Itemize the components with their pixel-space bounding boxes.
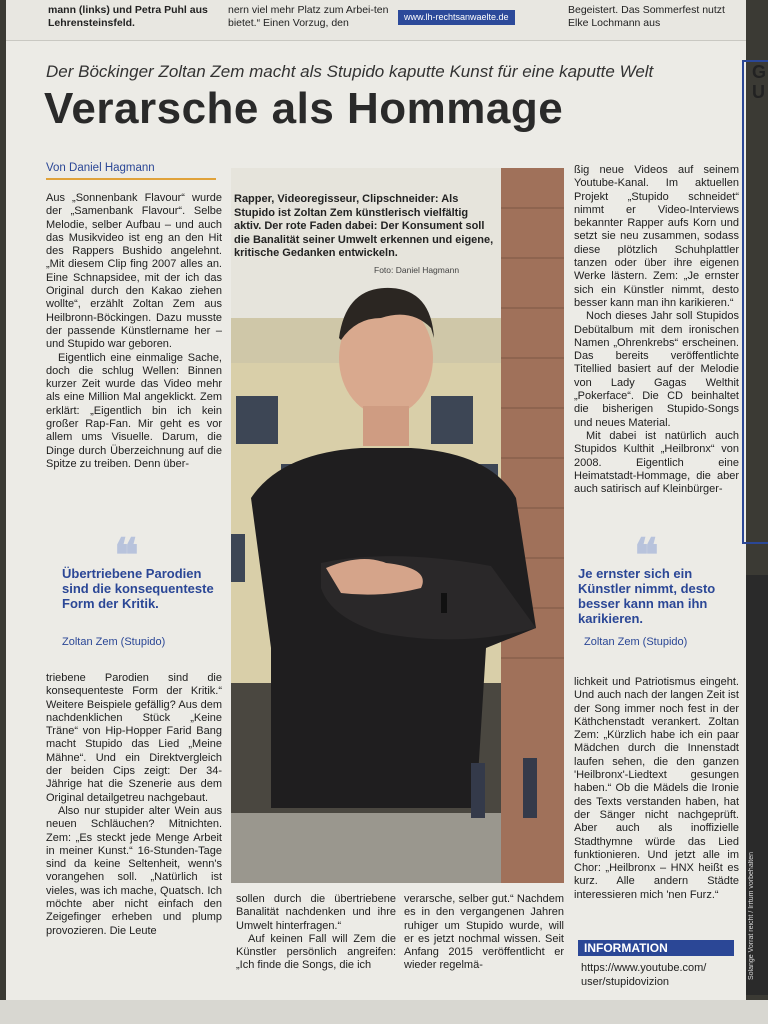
bottom-edge bbox=[0, 1000, 768, 1024]
paragraph: verarsche, selber gut.“ Nachdem es in den vergangenen Jahren ruhiger um Stupido wurde, will er es jetzt nochmal wissen. Seit Anfang 2015 veröffentlicht er wieder regelmä- bbox=[404, 893, 564, 972]
column-1-bottom bbox=[46, 672, 222, 938]
ad-url-box: www.lh-rechtsanwaelte.de bbox=[398, 10, 515, 25]
pull-quote-1-source: Zoltan Zem (Stupido) bbox=[62, 636, 166, 648]
pull-quote-1: Übertriebene Parodien sind die konsequenteste Form der Kritik. bbox=[62, 566, 214, 611]
paragraph: sollen durch die übertriebene Banalität nachdenken und ihre Umwelt hinterfragen.“ bbox=[236, 893, 396, 932]
article-kicker: Der Böckinger Zoltan Zem macht als Stupido kaputte Kunst für eine kaputte Welt bbox=[46, 62, 654, 81]
paragraph: lichkeit und Patriotismus eingeht. Und auch nach der langen Zeit ist der Song immer noch fest in der Käthchenstadt verankert. Zoltan Zem: „Kürzlich habe ich ein paar Mädchen durch die Innenstadt laufen sehen, die den ganzen 'Heilbronx'-Liedtext gesungen haben.“ Ob die Mädels die Ironie des Texts verstanden haben, hat der Sänger nicht nachgeprüft. Aber auch als inoffizielle Stadthymne würde das Lied funktionieren. Und jetzt alle im Chor: „Heilbronx – HNX heißt es kurz. Alle andern Städte interessieren mich 'nen Furz.“ bbox=[574, 676, 739, 901]
byline: Von Daniel Hagmann bbox=[46, 162, 216, 180]
column-4-top bbox=[574, 164, 739, 496]
next-article-letters: G U bbox=[752, 62, 767, 102]
pull-quote-2-source: Zoltan Zem (Stupido) bbox=[584, 636, 688, 648]
photo-caption: Rapper, Videoregisseur, Clipschneider: Als Stupido ist Zoltan Zem künstlerisch vielfältig aktiv. Der rote Faden dabei: Der Konsument soll die Banalität seiner Umwelt erkennen und eigene, kritische Gedanken entwickeln. bbox=[234, 193, 494, 259]
top-mid-text: nern viel mehr Platz zum Arbei-ten bietet.“ Einen Vorzug, den bbox=[228, 4, 389, 29]
paragraph: Eigentlich eine einmalige Sache, doch die schlug Wellen: Binnen kurzer Zeit wurde das Video mehr als eine Million Mal angeklickt. Zem erklärt: „Eigentlich bin ich kein großer Rap-Fan. Mir geht es vor allem ums Visuelle. Darum, die Dinge durch Überzeichnung auf die Spitze zu treiben. Denn über- bbox=[46, 351, 222, 470]
paragraph: Noch dieses Jahr soll Stupidos Debütalbum mit dem ironischen Namen „Ohrenkrebs“ erscheinen. Das bereits veröffentlichte Titellied basiert auf der Melodie von Lady Gagas Welthit „Pokerface“. Die CD beinhaltet die bisherigen Stupido-Songs und neues Material. bbox=[574, 310, 739, 429]
newspaper-page bbox=[6, 0, 746, 1024]
article-headline: Verarsche als Hommage bbox=[44, 84, 564, 133]
info-url: https://www.youtube.com/ user/stupidovizion bbox=[581, 962, 707, 988]
paragraph: ßig neue Videos auf seinem Youtube-Kanal. Im aktuellen Projekt „Stupido schneidet“ nimmt er Video-Interviews bekannter Rapper aufs Korn und setzt sie neu zusammen, sodass diese plötzlich Schuhplattler tanzen oder über ihre eigenen Werke lästern. Zem: „Je ernster sich ein Künstler nimmt, desto besser kann man ihn karikieren.“ bbox=[574, 164, 739, 309]
quote-mark-icon: ❝ bbox=[114, 528, 139, 582]
paragraph: Also nur stupider alter Wein aus neuen Schläuchen? Mitnichten. Zem: „Es steckt jede Menge Arbeit in meiner Kunst.“ 16-Stunden-Tage sind da keine Seltenheit, wenn's vorangehen soll. „Natürlich ist vieles, was ich mache, Quatsch. Ich möchte aber nicht einfach den Zeigefinger erheben und plump provozieren. Die Leute bbox=[46, 804, 222, 937]
paragraph: Auf keinen Fall will Zem die Künstler persönlich angreifen: „Ich finde die Songs, die ich bbox=[236, 932, 396, 972]
column-3-bottom bbox=[404, 893, 564, 973]
paragraph: triebene Parodien sind die konsequenteste Form der Kritik.“ Weitere Beispiele gefällig? Aus dem nachdenklichen Stück „Keine Träne“ von Hip-Hopper Farid Bang macht Stupido das Lied „Meine Mähne“. Und ein Direktvergleich der beiden Cips zeigt: Der 34-Jährige hat die Szenerie aus dem Original detailgetreu nachgebaut. bbox=[46, 672, 222, 804]
paragraph: Aus „Sonnenbank Flavour“ wurde der „Samenbank Flavour“. Selbe Melodie, selber Aufbau – und auch das Musikvideo ist eng an den Hit des Rappers Bushido angelehnt. „Mit diesem Clip fing 2007 alles an. Eine Schnapsidee, mit der ich das Original durch den Kakao ziehen wollte“, erzählt Zoltan Zem aus Heilbronn-Böckingen. Dazu musste der passende Künstlername her – und Stupido war geboren. bbox=[46, 192, 222, 351]
top-previous-articles bbox=[6, 0, 746, 41]
photo-credit: Foto: Daniel Hagmann bbox=[374, 265, 460, 275]
column-2-bottom bbox=[236, 893, 396, 973]
article-photo bbox=[231, 168, 564, 883]
side-ad-vertical-text: Solange Vorrat reicht / Irrtum vorbehalten bbox=[748, 851, 755, 980]
paragraph: Mit dabei ist natürlich auch Stupidos Kulthit „Heilbronx“ von 2008. Eigentlich eine Heimatstadt-Hommage, die aber auch satirisch auf Kleinbürger- bbox=[574, 429, 739, 496]
top-right-text: Begeistert. Das Sommerfest nutzt Elke Lochmann aus bbox=[568, 4, 725, 29]
column-4-bottom bbox=[574, 676, 739, 902]
information-label: INFORMATION bbox=[578, 940, 734, 956]
quote-mark-icon: ❝ bbox=[634, 528, 659, 582]
top-left-text: mann (links) und Petra Puhl aus Lehrensteinsfeld. bbox=[48, 4, 208, 29]
photo-illustration bbox=[231, 168, 564, 883]
next-article-edge bbox=[742, 60, 768, 544]
column-1-top bbox=[46, 192, 222, 471]
pull-quote-2: Je ernster sich ein Künstler nimmt, desto besser kann man ihn karikieren. bbox=[578, 566, 716, 626]
